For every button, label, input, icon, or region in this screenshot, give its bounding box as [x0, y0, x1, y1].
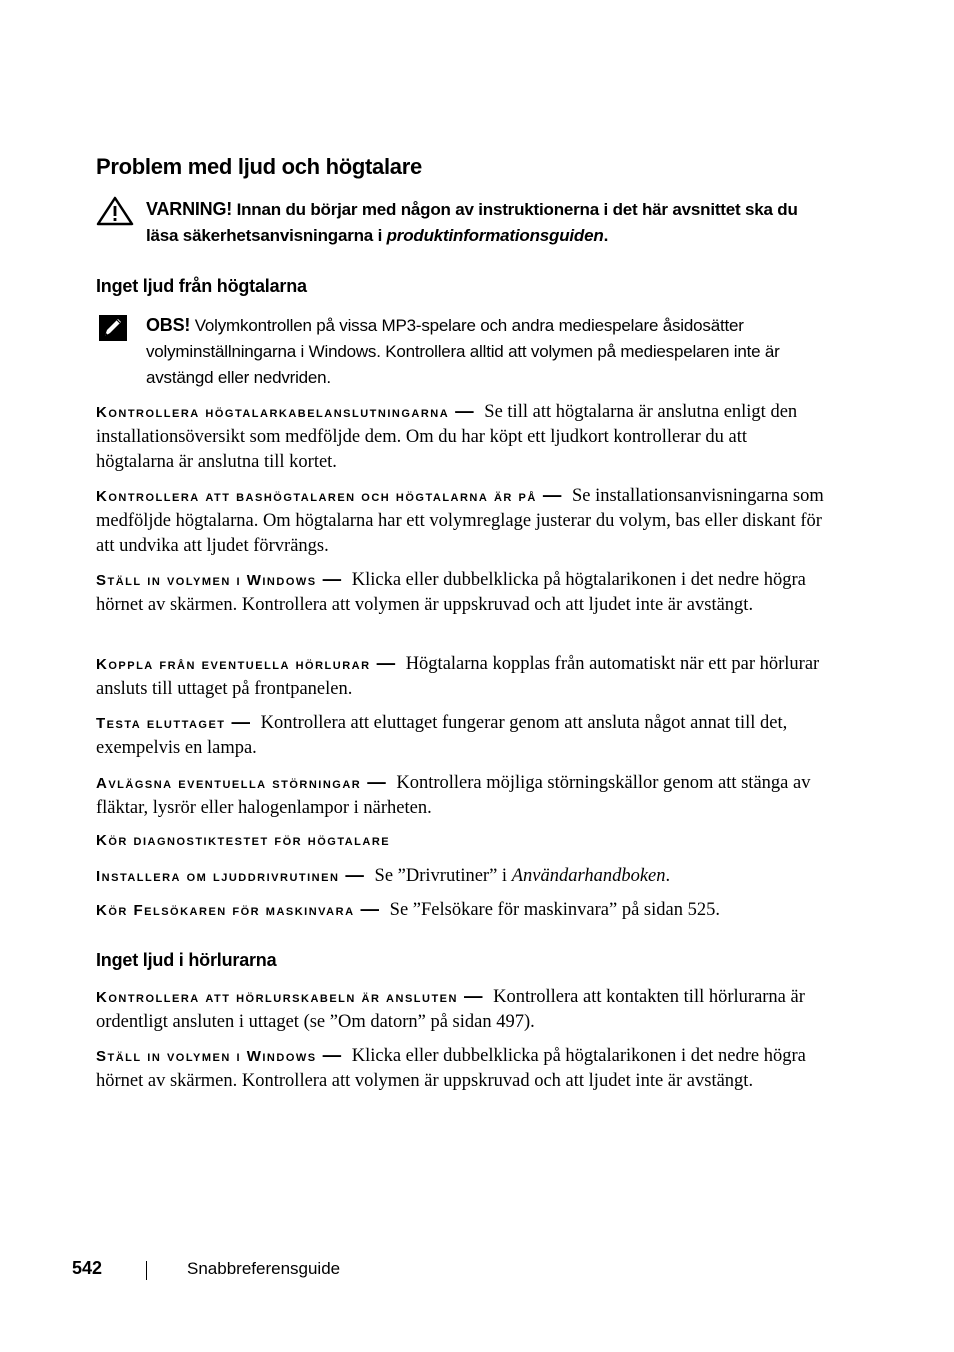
dash: —: [376, 652, 396, 673]
warning-triangle-icon: [96, 196, 134, 231]
list-item: [96, 862, 826, 889]
item-heading: Testa eluttaget: [96, 715, 226, 732]
dash: —: [360, 898, 380, 919]
item-heading: Koppla från eventuella hörlurar: [96, 656, 371, 673]
item-tail: .: [665, 866, 671, 886]
item-heading: Ställ in volymen i Windows: [96, 1048, 317, 1065]
item-body: Se till att högtalarna är anslutna enligt den installationsöversikt som medföljde dem. Om du har köpt ett ljudkort kontrollerar du att högtalarna är anslutna till kortet.: [96, 402, 798, 472]
dash: —: [345, 864, 364, 885]
list-item: [96, 650, 826, 702]
section-heading: Inget ljud från högtalarna: [96, 276, 307, 296]
note-label: OBS!: [146, 315, 191, 335]
note-text: Volymkontrollen på vissa MP3-spelare och andra mediespelare åsidosätter volyminställningarna i Windows. Kontrollera alltid att volymen på mediespelaren inte är avstängd eller nedvriden.: [146, 316, 780, 387]
dash: —: [455, 400, 474, 421]
warning-emphasis: produktinformationsguiden: [386, 226, 604, 245]
item-body: Kontrollera att kontakten till hörlurarna är ordentligt ansluten i uttaget (se ”Om datorn” på sidan 497).: [96, 987, 805, 1032]
item-heading: Kontrollera högtalarkabelanslutningarna: [96, 404, 450, 421]
item-body: Kontrollera att eluttaget fungerar genom att ansluta något annat till det, exempelvis en lampa.: [96, 713, 788, 758]
footer-doc-title: Snabbreferensguide: [187, 1259, 341, 1278]
list-item: [96, 398, 826, 475]
item-heading: Kontrollera att bashögtalaren och högtalarna är på: [96, 488, 537, 505]
dash: —: [542, 484, 562, 505]
page-number: 542: [72, 1258, 103, 1278]
item-body: Se installationsanvisningarna som medföljde högtalarna. Om högtalarna har ett volymreglage justerar du volym, bas eller diskant för att undvika att ljudet förvrängs.: [96, 486, 824, 556]
item-heading: Avlägsna eventuella störningar: [96, 775, 362, 792]
warning-tail: .: [603, 226, 609, 245]
dash: —: [322, 1044, 342, 1065]
note-notice: [96, 312, 826, 391]
section-heading: Inget ljud i hörlurarna: [96, 950, 277, 970]
item-emphasis: Användarhandboken: [511, 866, 666, 886]
item-body: Högtalarna kopplas från automatiskt när ett par hörlurar ansluts till uttaget på frontpanelen.: [96, 654, 820, 699]
footer-divider: [146, 1261, 147, 1280]
item-heading: Installera om ljuddrivrutinen: [96, 868, 340, 885]
item-body: Se ”Felsökare för maskinvara” på sidan 525.: [389, 900, 720, 920]
dash: —: [322, 568, 342, 589]
list-item: [96, 566, 826, 618]
dash: —: [367, 771, 386, 792]
page-title: Problem med ljud och högtalare: [96, 154, 422, 179]
dash: —: [463, 985, 483, 1006]
item-body: Klicka eller dubbelklicka på högtalarikonen i det nedre högra hörnet av skärmen. Kontrollera att volymen är uppskruvad och att ljudet inte är avstängt.: [96, 570, 806, 615]
list-item: [96, 769, 826, 821]
list-item: [96, 828, 826, 853]
warning-label: VARNING!: [146, 199, 233, 219]
list-item: [96, 896, 826, 923]
warning-text: Innan du börjar med någon av instruktionerna i det här avsnittet ska du läsa säkerhetsanvisningarna i: [146, 200, 798, 245]
list-item: [96, 482, 826, 559]
dash: —: [231, 711, 251, 732]
item-heading: Kör Felsökaren för maskinvara: [96, 902, 355, 919]
warning-notice: [96, 196, 826, 249]
list-item: [96, 983, 826, 1035]
item-body: Se ”Drivrutiner” i: [374, 866, 512, 886]
item-heading: Kontrollera att hörlurskabeln är ansluten: [96, 989, 458, 1006]
pencil-note-icon: [96, 312, 130, 349]
list-item: [96, 1042, 826, 1094]
item-heading: Kör diagnostiktestet för högtalare: [96, 832, 391, 849]
item-heading: Ställ in volymen i Windows: [96, 572, 317, 589]
item-body: Kontrollera möjliga störningskällor genom att stänga av fläktar, lysrör eller halogenlampor i närheten.: [96, 773, 811, 818]
item-body: Klicka eller dubbelklicka på högtalarikonen i det nedre högra hörnet av skärmen. Kontrollera att volymen är uppskruvad och att ljudet inte är avstängt.: [96, 1046, 806, 1091]
list-item: [96, 709, 826, 761]
